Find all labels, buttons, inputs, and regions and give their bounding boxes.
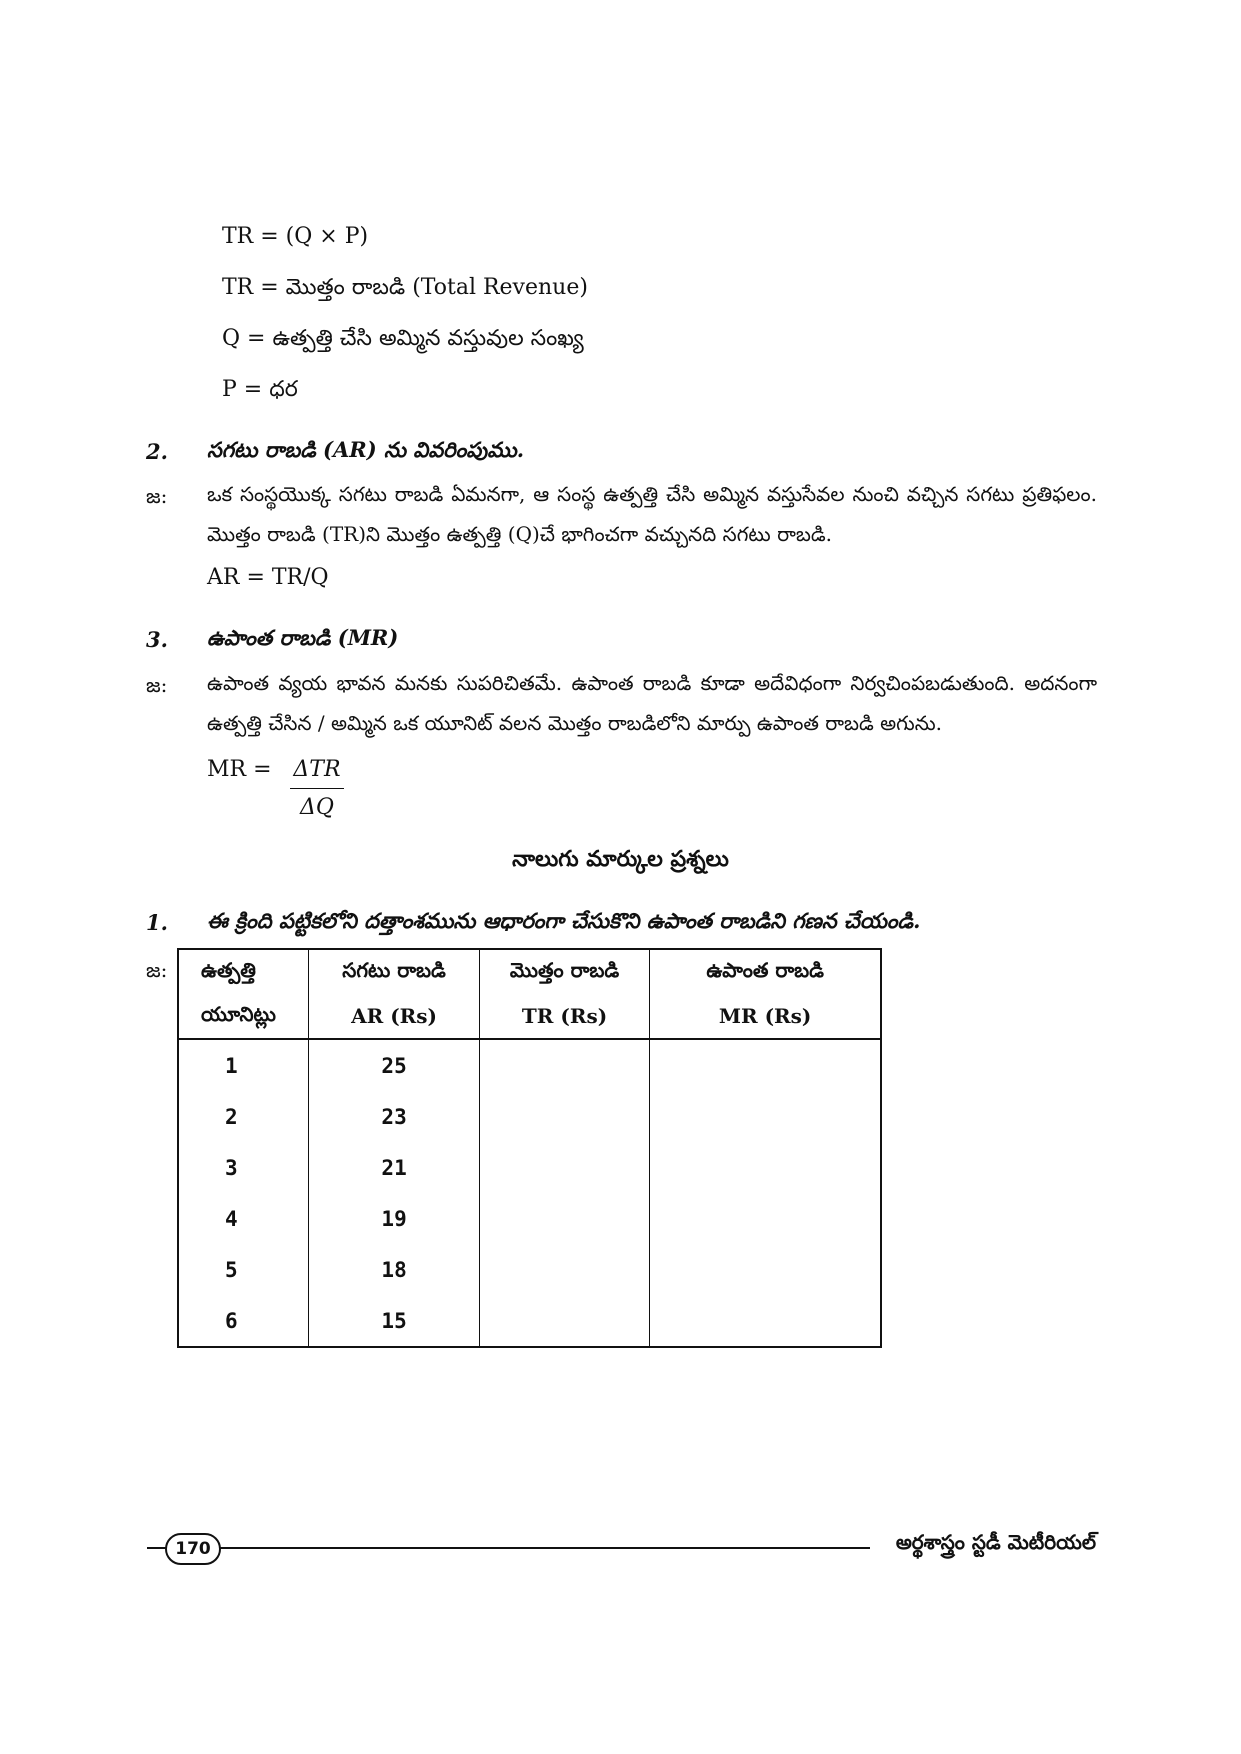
- cell-tr: [479, 1039, 649, 1091]
- footer-rule-left: [147, 1547, 167, 1549]
- table-row: [178, 1244, 881, 1295]
- cell-mr: [650, 1091, 881, 1142]
- cell-tr: [479, 1193, 649, 1244]
- cell-units: 4: [225, 1206, 238, 1231]
- formula-tr-meaning: TR = మొత్తం రాబడి (Total Revenue): [222, 275, 588, 300]
- cell-units: 2: [225, 1104, 238, 1129]
- revenue-table: [177, 948, 882, 1348]
- cell-ar: 18: [309, 1244, 479, 1295]
- table-row: [178, 1039, 881, 1091]
- header-mr: MR (Rs): [650, 994, 881, 1039]
- cell-mr: [650, 1039, 881, 1091]
- header-tr: TR (Rs): [479, 994, 649, 1039]
- table-header-row-bottom: [178, 994, 881, 1039]
- cell-units: 1: [225, 1053, 238, 1078]
- cell-mr: [650, 1295, 881, 1347]
- cell-tr: [479, 1142, 649, 1193]
- q3-answer-label: జ:: [146, 673, 168, 697]
- q3-answer: ఉపాంత వ్యయ భావన మనకు సుపరిచితమే. ఉపాంత రాబడి కూడా అదేవిధంగా నిర్వచింపబడుతుంది. అదనంగా ఉత్పత్తి చేసిన / అమ్మిన ఒక యూనిట్ వలన మొత్తం రాబడిలోని మార్పు ఉపాంత రాబడి అగును.: [207, 671, 1097, 735]
- footer-rule-right: [215, 1547, 870, 1549]
- formula-p-meaning: P = ధర: [222, 377, 298, 402]
- footer-book-title: అర్థశాస్త్రం స్టడీ మెటీరియల్: [895, 1530, 1096, 1554]
- mr-fraction-denominator: ΔQ: [300, 795, 334, 820]
- header-marginal-revenue: ఉపాంత రాబడి: [650, 949, 881, 994]
- cell-units: 3: [225, 1155, 238, 1180]
- cell-tr: [479, 1244, 649, 1295]
- q1-answer-label: జ:: [146, 958, 168, 982]
- cell-mr: [650, 1244, 881, 1295]
- cell-tr: [479, 1295, 649, 1347]
- q3-number: 3.: [146, 627, 168, 652]
- cell-ar: 21: [309, 1142, 479, 1193]
- cell-units: 5: [225, 1257, 238, 1282]
- table-row: [178, 1142, 881, 1193]
- table-header-row-top: [178, 949, 881, 994]
- q1-number: 1.: [146, 910, 168, 935]
- cell-ar: 25: [309, 1039, 479, 1091]
- formula-tr-def: TR = (Q × P): [222, 224, 369, 249]
- page-number-badge: 170: [165, 1533, 221, 1565]
- cell-mr: [650, 1142, 881, 1193]
- header-avg-revenue: సగటు రాబడి: [309, 949, 479, 994]
- cell-units: 6: [225, 1308, 238, 1333]
- header-output: ఉత్పత్తి: [201, 957, 256, 982]
- q2-formula: AR = TR/Q: [207, 565, 329, 590]
- cell-ar: 15: [309, 1295, 479, 1347]
- q2-title: సగటు రాబడి (AR) ను వివరింపుము.: [207, 437, 525, 462]
- q2-answer: ఒక సంస్థయొక్క సగటు రాబడి ఏమనగా, ఆ సంస్థ ఉత్పత్తి చేసి అమ్మిన వస్తుసేవల నుంచి వచ్చిన సగటు ప్రతిఫలం. మొత్తం రాబడి (TR)ని మొత్తం ఉత్పత్తి (Q)చే భాగించగా వచ్చునది సగటు రాబడి.: [207, 482, 1097, 546]
- cell-tr: [479, 1091, 649, 1142]
- cell-mr: [650, 1193, 881, 1244]
- table-row: [178, 1295, 881, 1347]
- q3-formula-lhs: MR =: [207, 757, 272, 782]
- header-units: యూనిట్లు: [178, 994, 309, 1039]
- q1-title: ఈ క్రింది పట్టికలోని దత్తాంశమును ఆధారంగా చేసుకొని ఉపాంత రాబడిని గణన చేయండి.: [207, 908, 921, 933]
- cell-ar: 19: [309, 1193, 479, 1244]
- section-heading: నాలుగు మార్కుల ప్రశ్నలు: [512, 846, 729, 872]
- table-row: [178, 1091, 881, 1142]
- q2-answer-label: జ:: [146, 484, 168, 508]
- q3-title: ఉపాంత రాబడి (MR): [207, 625, 399, 650]
- q2-number: 2.: [146, 439, 168, 464]
- table-row: [178, 1193, 881, 1244]
- header-ar: AR (Rs): [309, 994, 479, 1039]
- header-total-revenue: మొత్తం రాబడి: [479, 949, 649, 994]
- mr-fraction: [290, 757, 344, 820]
- formula-q-meaning: Q = ఉత్పత్తి చేసి అమ్మిన వస్తువుల సంఖ్య: [222, 326, 584, 351]
- mr-fraction-numerator: ΔTR: [290, 757, 344, 789]
- cell-ar: 23: [309, 1091, 479, 1142]
